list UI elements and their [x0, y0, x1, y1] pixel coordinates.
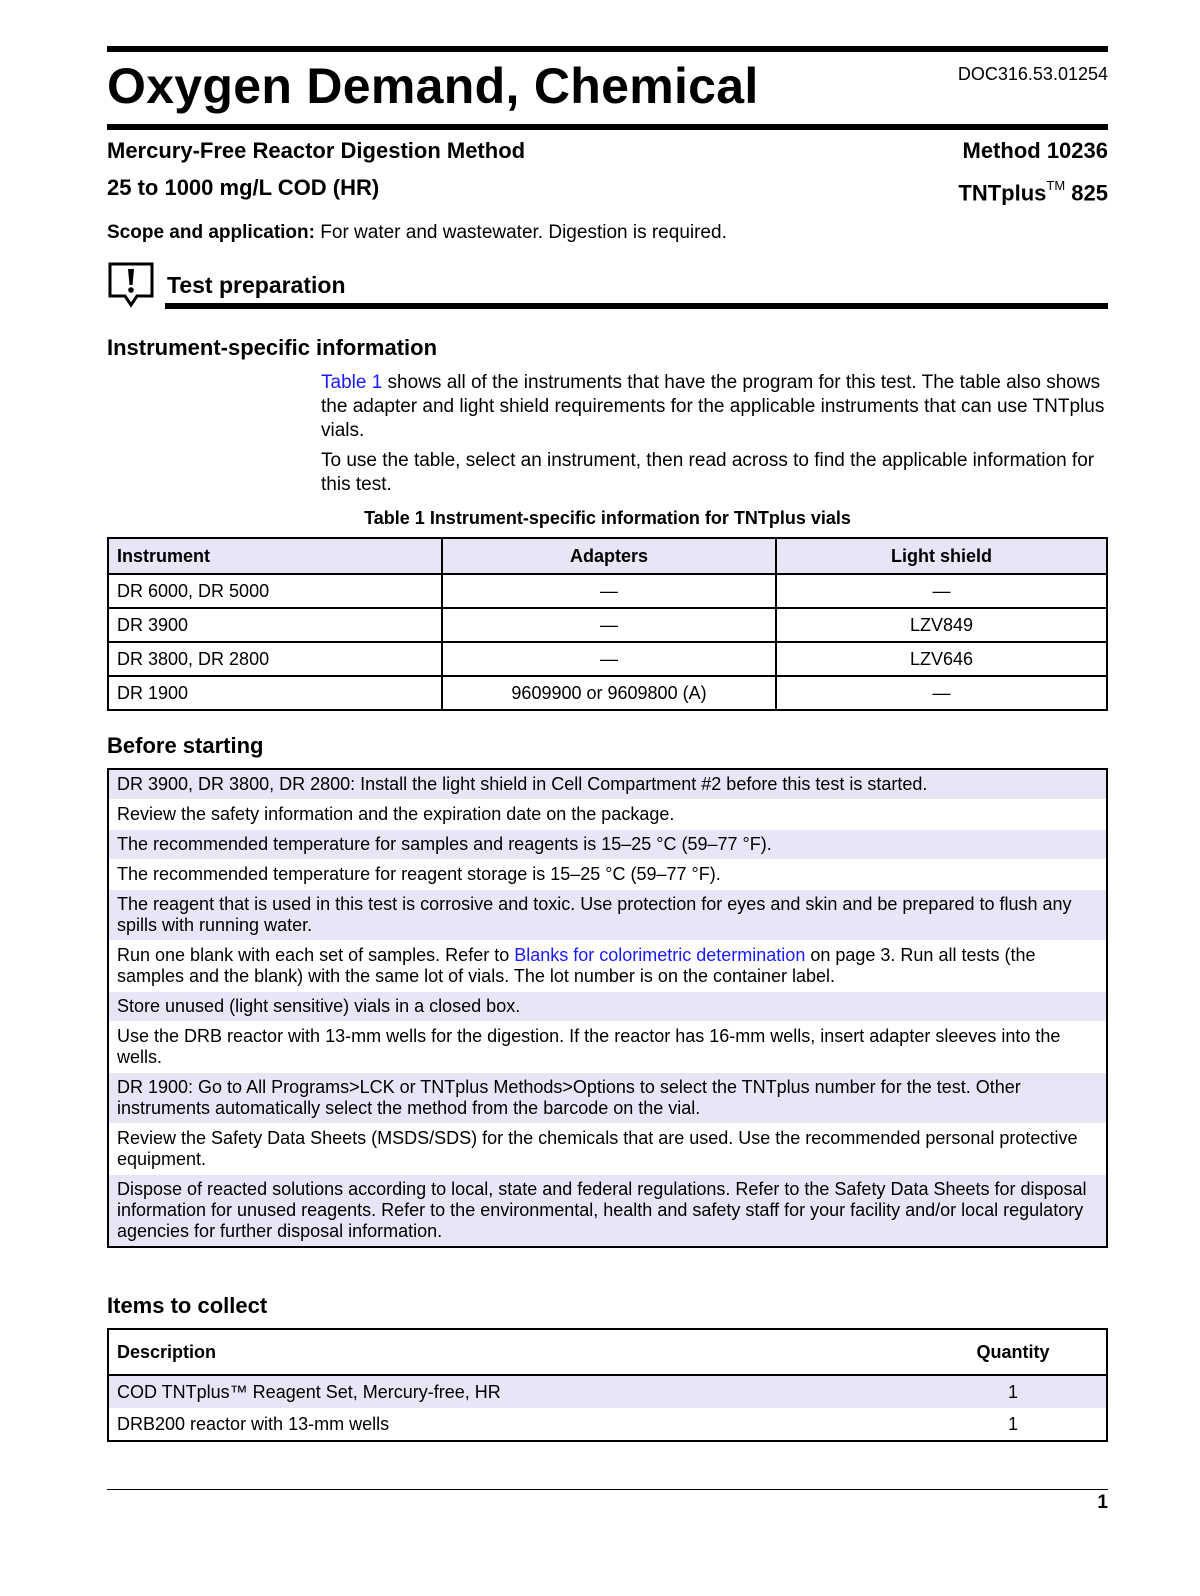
- items-to-collect-heading: Items to collect: [107, 1293, 268, 1318]
- top-rule: [107, 46, 1108, 52]
- table-row: [108, 769, 1107, 800]
- table-cell: DR 6000, DR 5000: [108, 574, 442, 608]
- intro-paragraph-2: To use the table, select an instrument, then read across to find the applicable information for this test.: [321, 450, 1095, 495]
- table-row: [108, 992, 1107, 1022]
- table-cell: Dispose of reacted solutions according to local, state and federal regulations. Refer to the Safety Data Sheets for disposal information for unused reagents. Refer to the environmental, health and safety staff for your facility and/or local regulatory agencies for further disposal information.: [108, 1175, 1107, 1248]
- table-row: [108, 1408, 1107, 1441]
- footer-rule: [107, 1489, 1108, 1490]
- table-row: [108, 941, 1107, 992]
- table-row: [108, 890, 1107, 941]
- product-label: [958, 175, 1108, 206]
- table-row: [108, 574, 1107, 608]
- table-row: [108, 608, 1107, 642]
- page-title: Oxygen Demand, Chemical: [107, 58, 759, 114]
- table-cell: —: [442, 608, 776, 642]
- column-header: Description: [108, 1329, 920, 1375]
- scope-label: Scope and application:: [107, 222, 315, 243]
- instrument-info-heading: Instrument-specific information: [107, 335, 438, 360]
- table-cell: 9609900 or 9609800 (A): [442, 676, 776, 710]
- table-cell: DRB200 reactor with 13-mm wells: [117, 1413, 390, 1434]
- table-cell: DR 1900: Go to All Programs>LCK or TNTplus Methods>Options to select the TNTplus number for the test. Other instruments automatically select the method from the barcode on the vial.: [108, 1073, 1107, 1124]
- alert-note-icon: [107, 261, 155, 309]
- table-1-link[interactable]: Table 1: [321, 372, 383, 393]
- table-row: [108, 1175, 1107, 1248]
- table-header-row: [108, 538, 1107, 574]
- table-row: [108, 1022, 1107, 1073]
- trademark-mark: TM: [1046, 178, 1066, 193]
- table-cell: —: [776, 574, 1107, 608]
- instrument-info-intro: [321, 371, 1111, 503]
- intro-paragraph-1: Table 1 shows all of the instruments that have the program for this test. The table also shows the adapter and light shield requirements for the applicable instruments that can use TNTplus vials.: [321, 372, 1105, 441]
- table-cell: Review the safety information and the expiration date on the package.: [108, 800, 1107, 830]
- table-cell: The recommended temperature for reagent storage is 15–25 °C (59–77 °F).: [108, 860, 1107, 890]
- table-cell: The reagent that is used in this test is corrosive and toxic. Use protection for eyes and skin and be prepared to flush any spills with running water.: [108, 890, 1107, 941]
- document-page: [107, 0, 1108, 1596]
- page-number: 1: [1097, 1492, 1108, 1513]
- table-cell: 1: [1007, 1413, 1018, 1434]
- blanks-link[interactable]: Blanks for colorimetric determination: [514, 945, 806, 965]
- instrument-table: [107, 537, 1108, 711]
- items-table: [107, 1328, 1108, 1442]
- table-cell: DR 3900, DR 3800, DR 2800: Install the light shield in Cell Compartment #2 before this test is started.: [108, 769, 1107, 800]
- table-cell: DR 3800, DR 2800: [108, 642, 442, 676]
- column-header: Adapters: [442, 538, 776, 574]
- table-cell: DR 3900: [108, 608, 442, 642]
- table-cell: —: [442, 574, 776, 608]
- method-range: 25 to 1000 mg/L COD (HR): [107, 175, 380, 200]
- column-header: Light shield: [776, 538, 1107, 574]
- method-name: Mercury-Free Reactor Digestion Method: [107, 138, 526, 163]
- table-row: [108, 676, 1107, 710]
- table-row: [108, 800, 1107, 830]
- test-preparation-rule: [165, 303, 1108, 309]
- table-row: [108, 860, 1107, 890]
- table-header-row: [108, 1329, 1107, 1375]
- table-cell: Review the Safety Data Sheets (MSDS/SDS) for the chemicals that are used. Use the recommended personal protective equipment.: [108, 1124, 1107, 1175]
- table-row: [108, 1073, 1107, 1124]
- table-row: [108, 830, 1107, 860]
- table-row: [108, 642, 1107, 676]
- document-id: DOC316.53.01254: [957, 64, 1108, 84]
- table-cell: The recommended temperature for samples and reagents is 15–25 °C (59–77 °F).: [108, 830, 1107, 860]
- scope-statement: [107, 221, 727, 245]
- scope-text: For water and wastewater. Digestion is required.: [320, 222, 727, 243]
- table-cell: 1: [920, 1375, 1107, 1408]
- table-row: [108, 1375, 1107, 1408]
- product-name: TNTplus: [958, 180, 1047, 206]
- before-starting-table: [107, 768, 1108, 1248]
- title-rule: [107, 124, 1108, 130]
- table-cell: COD TNTplus™ Reagent Set, Mercury-free, HR: [108, 1375, 920, 1408]
- table-cell: LZV646: [776, 642, 1107, 676]
- product-number: 825: [1071, 180, 1108, 206]
- test-preparation-title: Test preparation: [167, 272, 346, 298]
- table-cell: —: [442, 642, 776, 676]
- table-cell: Store unused (light sensitive) vials in a closed box.: [108, 992, 1107, 1022]
- table-row: [108, 1124, 1107, 1175]
- table-cell: Use the DRB reactor with 13-mm wells for the digestion. If the reactor has 16-mm wells, insert adapter sleeves into the wells.: [108, 1022, 1107, 1073]
- table-cell: —: [776, 676, 1107, 710]
- column-header: Quantity: [920, 1329, 1107, 1375]
- table-1-caption: Table 1 Instrument-specific information for TNTplus vials: [364, 508, 851, 528]
- method-number: Method 10236: [962, 138, 1108, 163]
- table-cell: LZV849: [776, 608, 1107, 642]
- table-cell: Run one blank with each set of samples. Refer to Blanks for colorimetric determination on page 3. Run all tests (the samples and the blank) with the same lot of vials. The lot number is on the container label.: [108, 941, 1107, 992]
- column-header: Instrument: [108, 538, 442, 574]
- before-starting-heading: Before starting: [107, 733, 264, 758]
- table-cell: DR 1900: [108, 676, 442, 710]
